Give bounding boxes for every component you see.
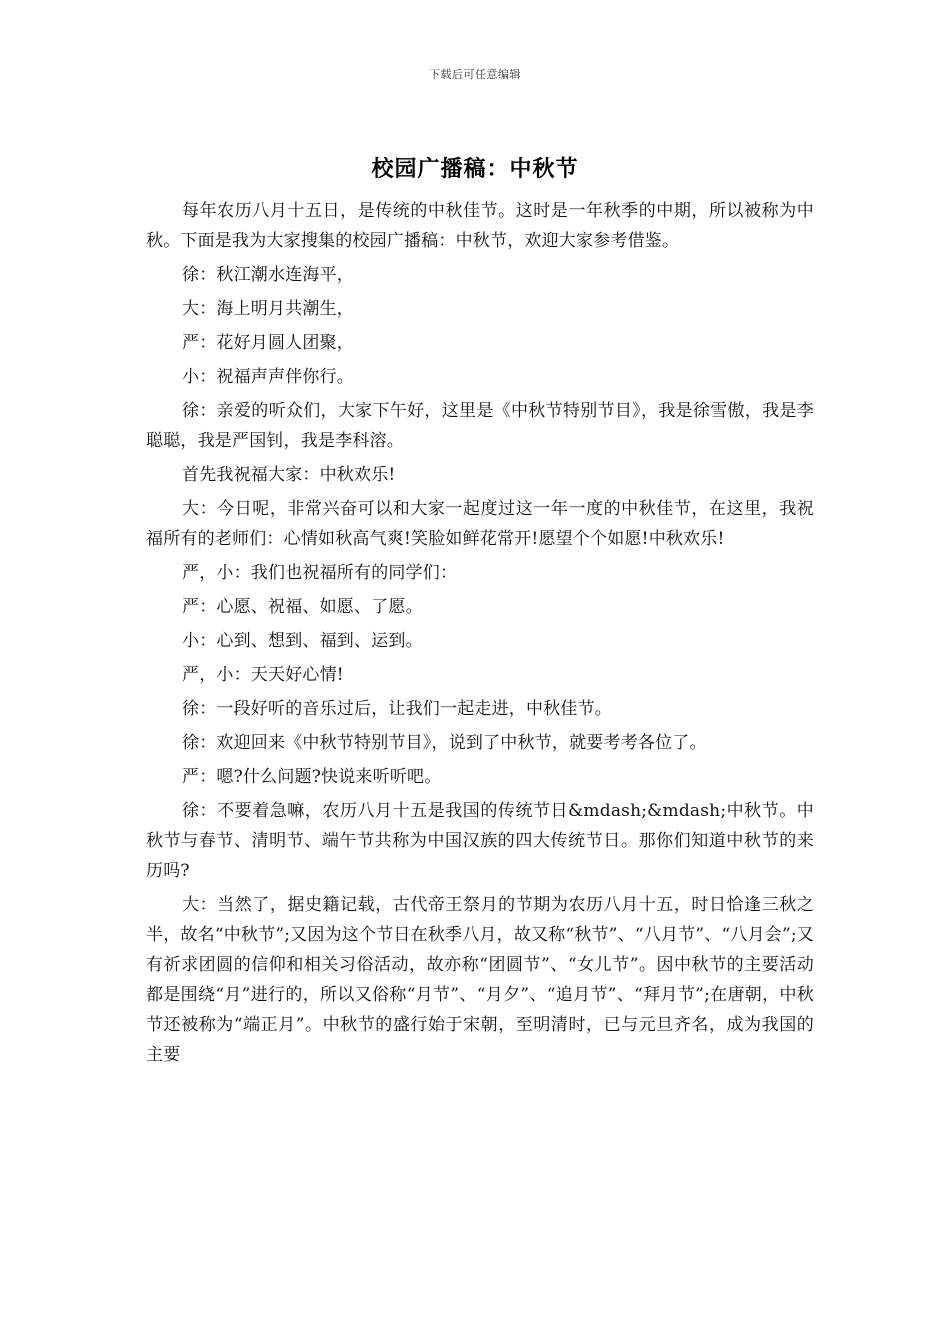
paragraph-line: 徐：不要着急嘛，农历八月十五是我国的传统节日&mdash;&mdash;中秋节。中秋节与春节、清明节、端午节共称为中国汉族的四大传统节日。那你们知道中秋节的来历吗? <box>146 801 814 881</box>
paragraph-line: 严，小：我们也祝福所有的同学们： <box>182 563 458 583</box>
document-body <box>146 196 814 1074</box>
paragraph-line: 严，小：天天好心情! <box>182 665 344 685</box>
paragraph-line: 大：当然了，据史籍记载，古代帝王祭月的节期为农历八月十五，时日恰逢三秋之半，故名“中秋节”;又因为这个节日在秋季八月，故又称“秋节”、“八月节”、“八月会”;又有祈求团圆的信仰和相关习俗活动，故亦称“团圆节”、“女儿节”。因中秋节的主要活动都是围绕“月”进行的，所以又俗称“月节”、“月夕”、“追月节”、“拜月节”;在唐朝，中秋节还被称为“端正月”。中秋节的盛行始于宋朝，至明清时，已与元旦齐名，成为我国的主要 <box>146 895 814 1065</box>
paragraph-line: 严：嗯?什么问题?快说来听听吧。 <box>182 767 442 787</box>
document-title: 校园广播稿：中秋节 <box>371 156 579 182</box>
paragraph-line: 严：花好月圆人团聚， <box>182 333 354 353</box>
paragraph-line: 首先我祝福大家：中秋欢乐! <box>182 465 396 485</box>
paragraph-intro: 每年农历八月十五日，是传统的中秋佳节。这时是一年秋季的中期，所以被称为中秋。下面是我为大家搜集的校园广播稿：中秋节，欢迎大家参考借鉴。 <box>146 201 814 251</box>
paragraph-line: 徐：秋江潮水连海平， <box>182 265 354 285</box>
paragraph-line: 徐：欢迎回来《中秋节特别节目》，说到了中秋节，就要考考各位了。 <box>182 733 707 753</box>
paragraph-line: 小：祝福声声伴你行。 <box>182 367 354 387</box>
paragraph-line: 大：海上明月共潮生， <box>182 299 354 319</box>
paragraph-line: 大：今日呢，非常兴奋可以和大家一起度过这一年一度的中秋佳节，在这里，我祝福所有的老师们：心情如秋高气爽!笑脸如鲜花常开!愿望个个如愿!中秋欢乐! <box>146 499 814 549</box>
paragraph-line: 徐：亲爱的听众们，大家下午好，这里是《中秋节特别节目》，我是徐雪傲，我是李聪聪，我是严国钊，我是李科溶。 <box>146 401 814 451</box>
paragraph-line: 严：心愿、祝福、如愿、了愿。 <box>182 597 423 617</box>
paragraph-line: 小：心到、想到、福到、运到。 <box>182 631 423 651</box>
header-note: 下载后可任意编辑 <box>429 68 521 81</box>
paragraph-line: 徐：一段好听的音乐过后，让我们一起走进，中秋佳节。 <box>182 699 612 719</box>
